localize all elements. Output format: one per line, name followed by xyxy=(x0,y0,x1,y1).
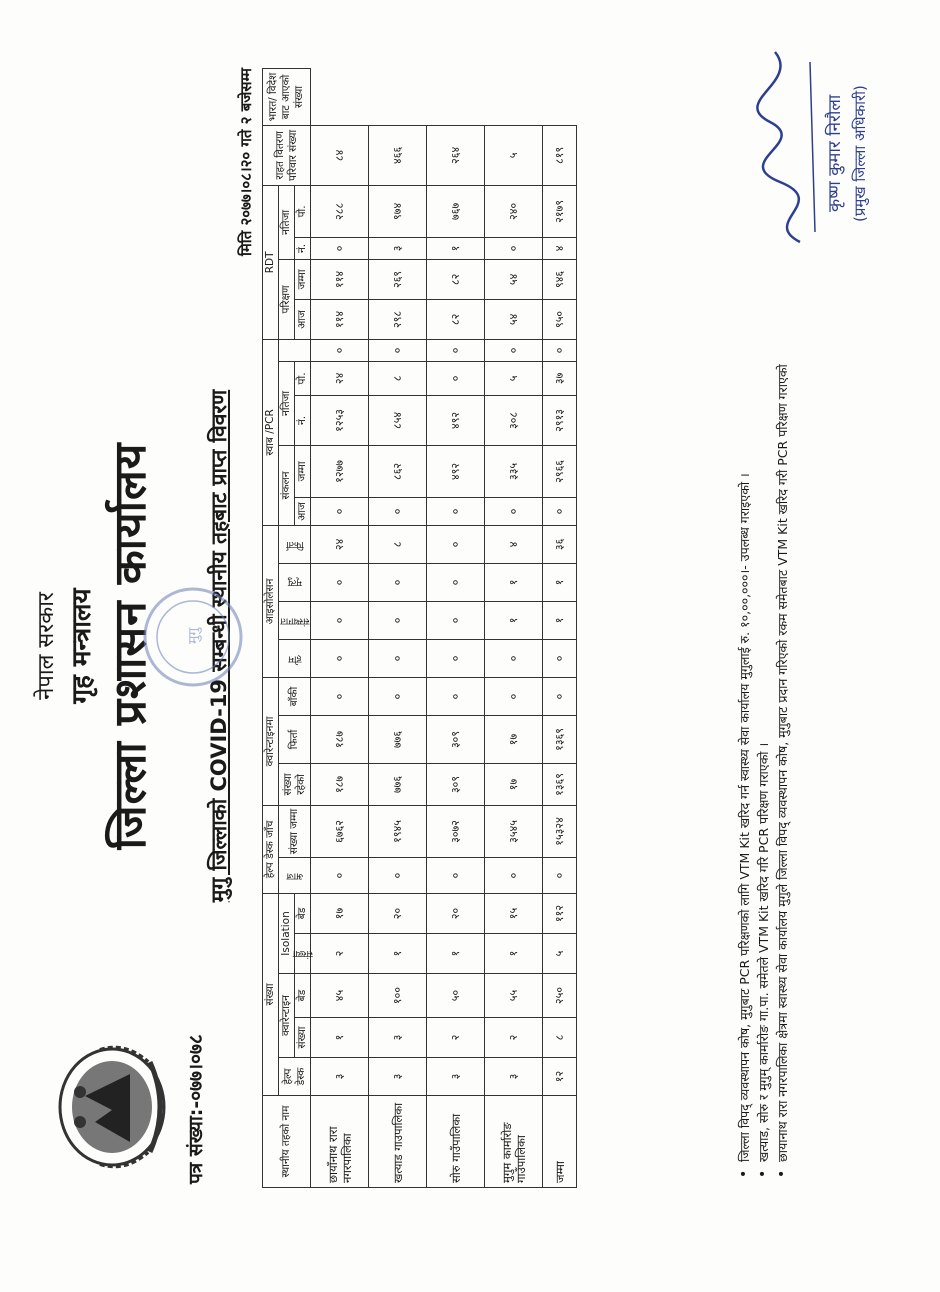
header-help-desk: हेल्प डेस्क xyxy=(279,1058,311,1096)
header-local-level: स्थानीय तहको नाम xyxy=(263,1096,311,1188)
note-item: • छायानाथ रारा नगरपालिका क्षेत्रमा स्वास्थ्य सेवा कार्यालय मुगुले जिल्ला विपद् व्यवस्थापन कोष, मुगुबाट प्रदान गरिएको रकम समेतबाट VTM Kit खरिद गरी PCR परिक्षण गराएको xyxy=(773,180,792,1180)
header-relief-families: राहत वितरण परिवार संख्या xyxy=(263,125,311,185)
header-number-staying: संख्या रहेको xyxy=(279,763,311,805)
table-cell: ० xyxy=(311,339,369,361)
table-cell: २६९ xyxy=(369,259,427,299)
table-cell: १ xyxy=(543,563,577,601)
table-cell: ९५० xyxy=(543,299,577,339)
table-cell: ७७६ xyxy=(369,763,427,805)
table-cell: ११४ xyxy=(311,299,369,339)
table-body xyxy=(311,69,577,1188)
header-in-quarantine: क्वारेन्टाइनमा xyxy=(263,677,279,805)
header-rdt-neg: नं. xyxy=(295,237,311,259)
table-cell: ८२ xyxy=(427,299,485,339)
signatory-title: (प्रमुख जिल्ला अधिकारी) xyxy=(851,85,869,222)
table-cell: ८५४ xyxy=(369,395,427,445)
header-total-number: संख्या जम्मा xyxy=(279,805,311,857)
table-cell: ० xyxy=(485,639,543,677)
table-row xyxy=(485,69,543,1188)
table-cell: ३६ xyxy=(543,525,577,563)
table-cell: ० xyxy=(311,639,369,677)
table-cell: १२७७ xyxy=(311,445,369,497)
table-cell: २१७९ xyxy=(543,185,577,237)
table-cell: ३७ xyxy=(543,361,577,395)
table-cell: १८७ xyxy=(311,715,369,763)
table-cell: ७७६ xyxy=(369,715,427,763)
table-cell: १०० xyxy=(369,974,427,1018)
table-cell: ५४ xyxy=(485,259,543,299)
table-cell: ८ xyxy=(369,361,427,395)
header-collection: संकलन xyxy=(279,445,295,525)
table-cell: ० xyxy=(369,857,427,893)
header-returned-iso: फिर्ता xyxy=(279,525,311,563)
header-isolation: Isolation xyxy=(279,893,295,973)
table-cell: १९४५ xyxy=(369,805,427,857)
header-test: परिक्षण xyxy=(279,259,295,339)
table-cell: १ xyxy=(427,237,485,259)
office-title: जिल्ला प्रशासन कार्यालय xyxy=(105,442,156,850)
signature-underline-icon xyxy=(810,62,815,232)
table-cell: ० xyxy=(543,339,577,361)
table-cell: ० xyxy=(311,601,369,639)
table-cell: ५५ xyxy=(485,974,543,1018)
table-cell: २० xyxy=(427,893,485,933)
header-isolation-number: संख्या xyxy=(295,934,311,974)
table-cell: ० xyxy=(311,857,369,893)
signature-scribble-icon xyxy=(757,52,800,242)
table-cell: ७६७ xyxy=(427,185,485,237)
header-coll-total: जम्मा xyxy=(295,445,311,497)
header-count: संख्या xyxy=(263,893,279,1095)
header-swab-pcr: स्वाब /PCR xyxy=(263,339,279,525)
header-test-total: जम्मा xyxy=(295,259,311,299)
table-cell: ० xyxy=(485,677,543,715)
table-cell: २ xyxy=(427,1018,485,1058)
header-pos: पो. xyxy=(295,361,311,395)
table-cell: ३०९ xyxy=(427,715,485,763)
header-isolation-status: आइसोलेसन xyxy=(263,525,279,677)
table-cell: ४५ xyxy=(311,974,369,1018)
table-cell: ० xyxy=(427,601,485,639)
table-cell: २ xyxy=(485,1018,543,1058)
table-cell: ११२ xyxy=(543,893,577,933)
table-cell: २९१३ xyxy=(543,395,577,445)
table-cell: ३०९ xyxy=(427,763,485,805)
table-cell: १ xyxy=(427,934,485,974)
table-cell: ० xyxy=(369,497,427,525)
table-cell: १ xyxy=(311,1018,369,1058)
table-row xyxy=(369,69,427,1188)
header-isolation-bed: बेड xyxy=(295,893,311,933)
ministry-label: गृह मन्त्रालय xyxy=(67,588,97,704)
table-cell: ४९२ xyxy=(427,395,485,445)
local-level-name: सोरु गाउँपालिका xyxy=(427,1096,485,1188)
table-cell: १५ xyxy=(485,893,543,933)
table-cell: ४ xyxy=(543,237,577,259)
table-cell: २८८ xyxy=(311,185,369,237)
table-cell: ० xyxy=(427,339,485,361)
table-cell: २५० xyxy=(543,974,577,1018)
header-remaining: बाँकी xyxy=(279,677,311,715)
table-cell: ० xyxy=(427,677,485,715)
table-cell: ५० xyxy=(427,974,485,1018)
stamp-text: मुगु xyxy=(186,627,202,644)
header-rdt-pos: पो. xyxy=(295,185,311,237)
table-cell: ० xyxy=(485,857,543,893)
table-cell: ० xyxy=(369,563,427,601)
table-cell: २४० xyxy=(485,185,543,237)
table-cell: १ xyxy=(369,934,427,974)
header-test-today: आज xyxy=(295,299,311,339)
table-cell: १ xyxy=(485,601,543,639)
table-cell: २४ xyxy=(311,525,369,563)
header-bed: बेड xyxy=(295,974,311,1018)
table-cell: ० xyxy=(311,563,369,601)
office-stamp-icon xyxy=(138,572,248,702)
table-cell: ३५४५ xyxy=(485,805,543,857)
table-cell: ३०७२ xyxy=(427,805,485,857)
table-cell: ० xyxy=(369,639,427,677)
table-cell: १७ xyxy=(485,763,543,805)
letter-number: पत्र संख्या:-०७७।०७८ xyxy=(185,1034,207,1184)
table-cell: ८६२ xyxy=(369,445,427,497)
table-cell: २४ xyxy=(311,361,369,395)
table-cell: ० xyxy=(485,339,543,361)
table-cell: ३ xyxy=(427,1058,485,1096)
table-cell: ० xyxy=(427,361,485,395)
table-cell: ० xyxy=(543,639,577,677)
table-cell: ८१९ xyxy=(543,125,577,185)
header-rdt: RDT xyxy=(263,185,279,339)
document-subject: मुगु जिल्लाको COVID-19 सम्बन्धी स्थानीय तहबाट प्राप्त विवरण xyxy=(207,389,231,903)
header-home: होम xyxy=(279,639,311,677)
table-cell: २ xyxy=(311,934,369,974)
table-cell: ० xyxy=(369,339,427,361)
table-cell: ३३५ xyxy=(485,445,543,497)
table-cell: ९७४ xyxy=(369,185,427,237)
table-cell: ८ xyxy=(369,525,427,563)
header-returned: फिर्ता xyxy=(279,715,311,763)
table-cell: ० xyxy=(427,857,485,893)
table-cell: ३०८ xyxy=(485,395,543,445)
table-cell: २९६६ xyxy=(543,445,577,497)
header-coll-today: आज xyxy=(295,497,311,525)
table-cell: ५ xyxy=(543,934,577,974)
table-cell: ० xyxy=(543,497,577,525)
table-cell: ३ xyxy=(311,1058,369,1096)
table-cell: ० xyxy=(485,497,543,525)
table-cell: १७ xyxy=(311,893,369,933)
table-cell: ९४६ xyxy=(543,259,577,299)
header-number: संख्या xyxy=(295,1018,311,1058)
header-dead: मृत्यु xyxy=(279,563,311,601)
local-level-name: मुगुम कार्मारोङ गाउँपालिका xyxy=(485,1096,543,1188)
header-returnees: भारत/ विदेश बाट आएको संख्या xyxy=(263,69,311,126)
table-cell: १ xyxy=(543,601,577,639)
header-spacer xyxy=(279,339,311,361)
table-cell: ८ xyxy=(543,1018,577,1058)
table-cell: ० xyxy=(369,601,427,639)
table-cell: ० xyxy=(485,237,543,259)
header-result-rdt: नतिजा xyxy=(279,185,295,259)
header-neg: नं. xyxy=(295,395,311,445)
table-cell: १ xyxy=(485,563,543,601)
table-row xyxy=(311,69,369,1188)
table-cell: १३६९ xyxy=(543,715,577,763)
note-item: • जिल्ला विपद् व्यवस्थापन कोष, मुगुबाट PCR परिक्षणको लागि VTM Kit खरिद गर्न स्वास्थ्य सेवा कार्यालय मुगुलाई रु. १०,००,०००।- उपलब्ध गराइएको । xyxy=(735,180,754,1180)
table-cell: १८७ xyxy=(311,763,369,805)
notes-list xyxy=(735,180,792,1180)
table-cell: ३ xyxy=(369,237,427,259)
table-cell: ४९२ xyxy=(427,445,485,497)
table-cell: ० xyxy=(427,563,485,601)
table-cell: ० xyxy=(427,639,485,677)
table-cell: १५३२४ xyxy=(543,805,577,857)
table-cell: ० xyxy=(427,525,485,563)
header-result-pcr: नतिजा xyxy=(279,361,295,445)
report-date: मिति २०७७।०८।२० गते २ बजेसम्म xyxy=(237,68,255,257)
note-item: • खत्याड, सोरु र मुगुम् कार्मारोङ गा.पा. समेतले VTM Kit खरिद गरि PCR परिक्षण गराएको । xyxy=(754,180,773,1180)
covid-data-table xyxy=(262,68,577,1188)
header-help-desk-check: हेल्प डेस्क जाँच xyxy=(263,805,279,893)
table-cell: ० xyxy=(427,497,485,525)
table-cell: ० xyxy=(311,237,369,259)
table-cell: ० xyxy=(369,677,427,715)
local-level-name: जम्मा xyxy=(543,1096,577,1188)
table-cell: ५ xyxy=(485,125,543,185)
table-cell: ३ xyxy=(369,1058,427,1096)
table-row xyxy=(543,69,577,1188)
table-cell: ८४ xyxy=(311,125,369,185)
table-cell: १३६९ xyxy=(543,763,577,805)
local-level-name: खत्याड गाउपालिका xyxy=(369,1096,427,1188)
header-institutional: संस्थागत xyxy=(279,601,311,639)
table-cell: ४ xyxy=(485,525,543,563)
table-cell: १७ xyxy=(485,715,543,763)
local-level-name: छायाँनाथ रारा नगरपालिका xyxy=(311,1096,369,1188)
table-cell: ० xyxy=(311,677,369,715)
table-row xyxy=(427,69,485,1188)
table-cell: ८२ xyxy=(427,259,485,299)
table-cell: ० xyxy=(311,497,369,525)
table-cell: ४६६ xyxy=(369,125,427,185)
table-cell: ३ xyxy=(485,1058,543,1096)
government-label: नेपाल सरकार xyxy=(34,592,59,700)
header-quarantine-beds: क्वारेन्टाइन xyxy=(279,974,295,1058)
table-cell: ० xyxy=(543,857,577,893)
signatory-name: कृष्ण कुमार निरौला xyxy=(825,94,845,212)
table-cell: १२५३ xyxy=(311,395,369,445)
table-cell: १२ xyxy=(543,1058,577,1096)
signature-block xyxy=(740,42,890,252)
table-cell: १ xyxy=(485,934,543,974)
table-cell: २६४ xyxy=(427,125,485,185)
table-cell: ३ xyxy=(369,1018,427,1058)
table-cell: ५४ xyxy=(485,299,543,339)
table-cell: ५ xyxy=(485,361,543,395)
table-cell: २९८ xyxy=(369,299,427,339)
table-cell: ० xyxy=(543,677,577,715)
header-today: आज xyxy=(279,857,311,893)
table-cell: ११४ xyxy=(311,259,369,299)
table-cell: २० xyxy=(369,893,427,933)
table-cell: ६७६२ xyxy=(311,805,369,857)
